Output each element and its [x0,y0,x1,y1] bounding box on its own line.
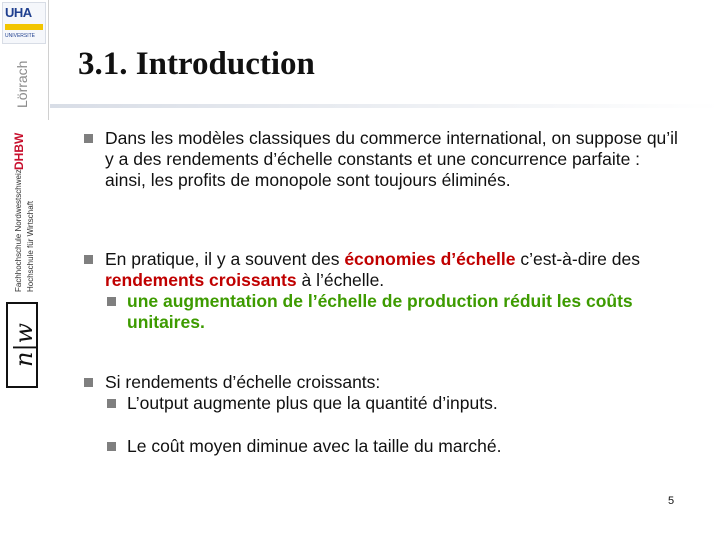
square-bullet-icon [84,134,93,143]
square-bullet-icon [84,255,93,264]
bullet-3-sub-2 [105,436,502,457]
uha-logo [2,2,46,44]
fhnw-name-line1: Fachhochschule Nordwestschweiz [14,169,23,292]
bullet-2-sub [105,291,682,333]
square-bullet-icon [84,378,93,387]
highlight-economies-echelle: économies d’échelle [344,249,516,269]
page-number: 5 [668,495,675,507]
square-bullet-icon [107,442,116,451]
bullet-1-text: Dans les modèles classiques du commerce international, on suppose qu’il y a des rendements d’échelle constants et une concurrence parfaite : ainsi, les profits de monopole sont toujours éliminés. [105,128,678,190]
uha-logo-bar [5,24,43,30]
fhnw-logo-text: n|w [10,322,38,368]
bullet-3-text: Si rendements d’échelle croissants: [105,372,381,392]
bullet-1 [82,128,682,191]
fhnw-logo [6,302,38,388]
square-bullet-icon [107,399,116,408]
strip-divider [48,0,49,120]
fhnw-name-line2: Hochschule für Wirtschaft [26,200,35,292]
bullet-3-sub-1-text: L’output augmente plus que la quantité d’inputs. [127,393,498,413]
uha-logo-sub: UNIVERSITE [5,33,36,39]
campus-label: Lörrach [14,60,30,108]
bullet-3-sub-2-text: Le coût moyen diminue avec la taille du marché. [127,436,502,456]
bullet-2-text-part3: à l’échelle. [296,270,385,290]
bullet-2-sub-text: une augmentation de l’échelle de production réduit les coûts unitaires. [127,291,633,332]
bullet-2-text-part2: c’est-à-dire des [515,249,640,269]
title-underline [50,104,720,108]
bullet-2 [82,249,682,333]
bullet-2-text-part1: En pratique, il y a souvent des [105,249,345,269]
bullet-3 [82,372,502,457]
dhbw-logo: DHBW [12,132,26,170]
highlight-rendements-croissants: rendements croissants [105,270,297,290]
uha-logo-text: UHA [5,5,32,20]
bullet-3-sub-1 [105,393,502,414]
slide-title: 3.1. Introduction [78,46,315,82]
institution-strip [0,0,50,400]
square-bullet-icon [107,297,116,306]
